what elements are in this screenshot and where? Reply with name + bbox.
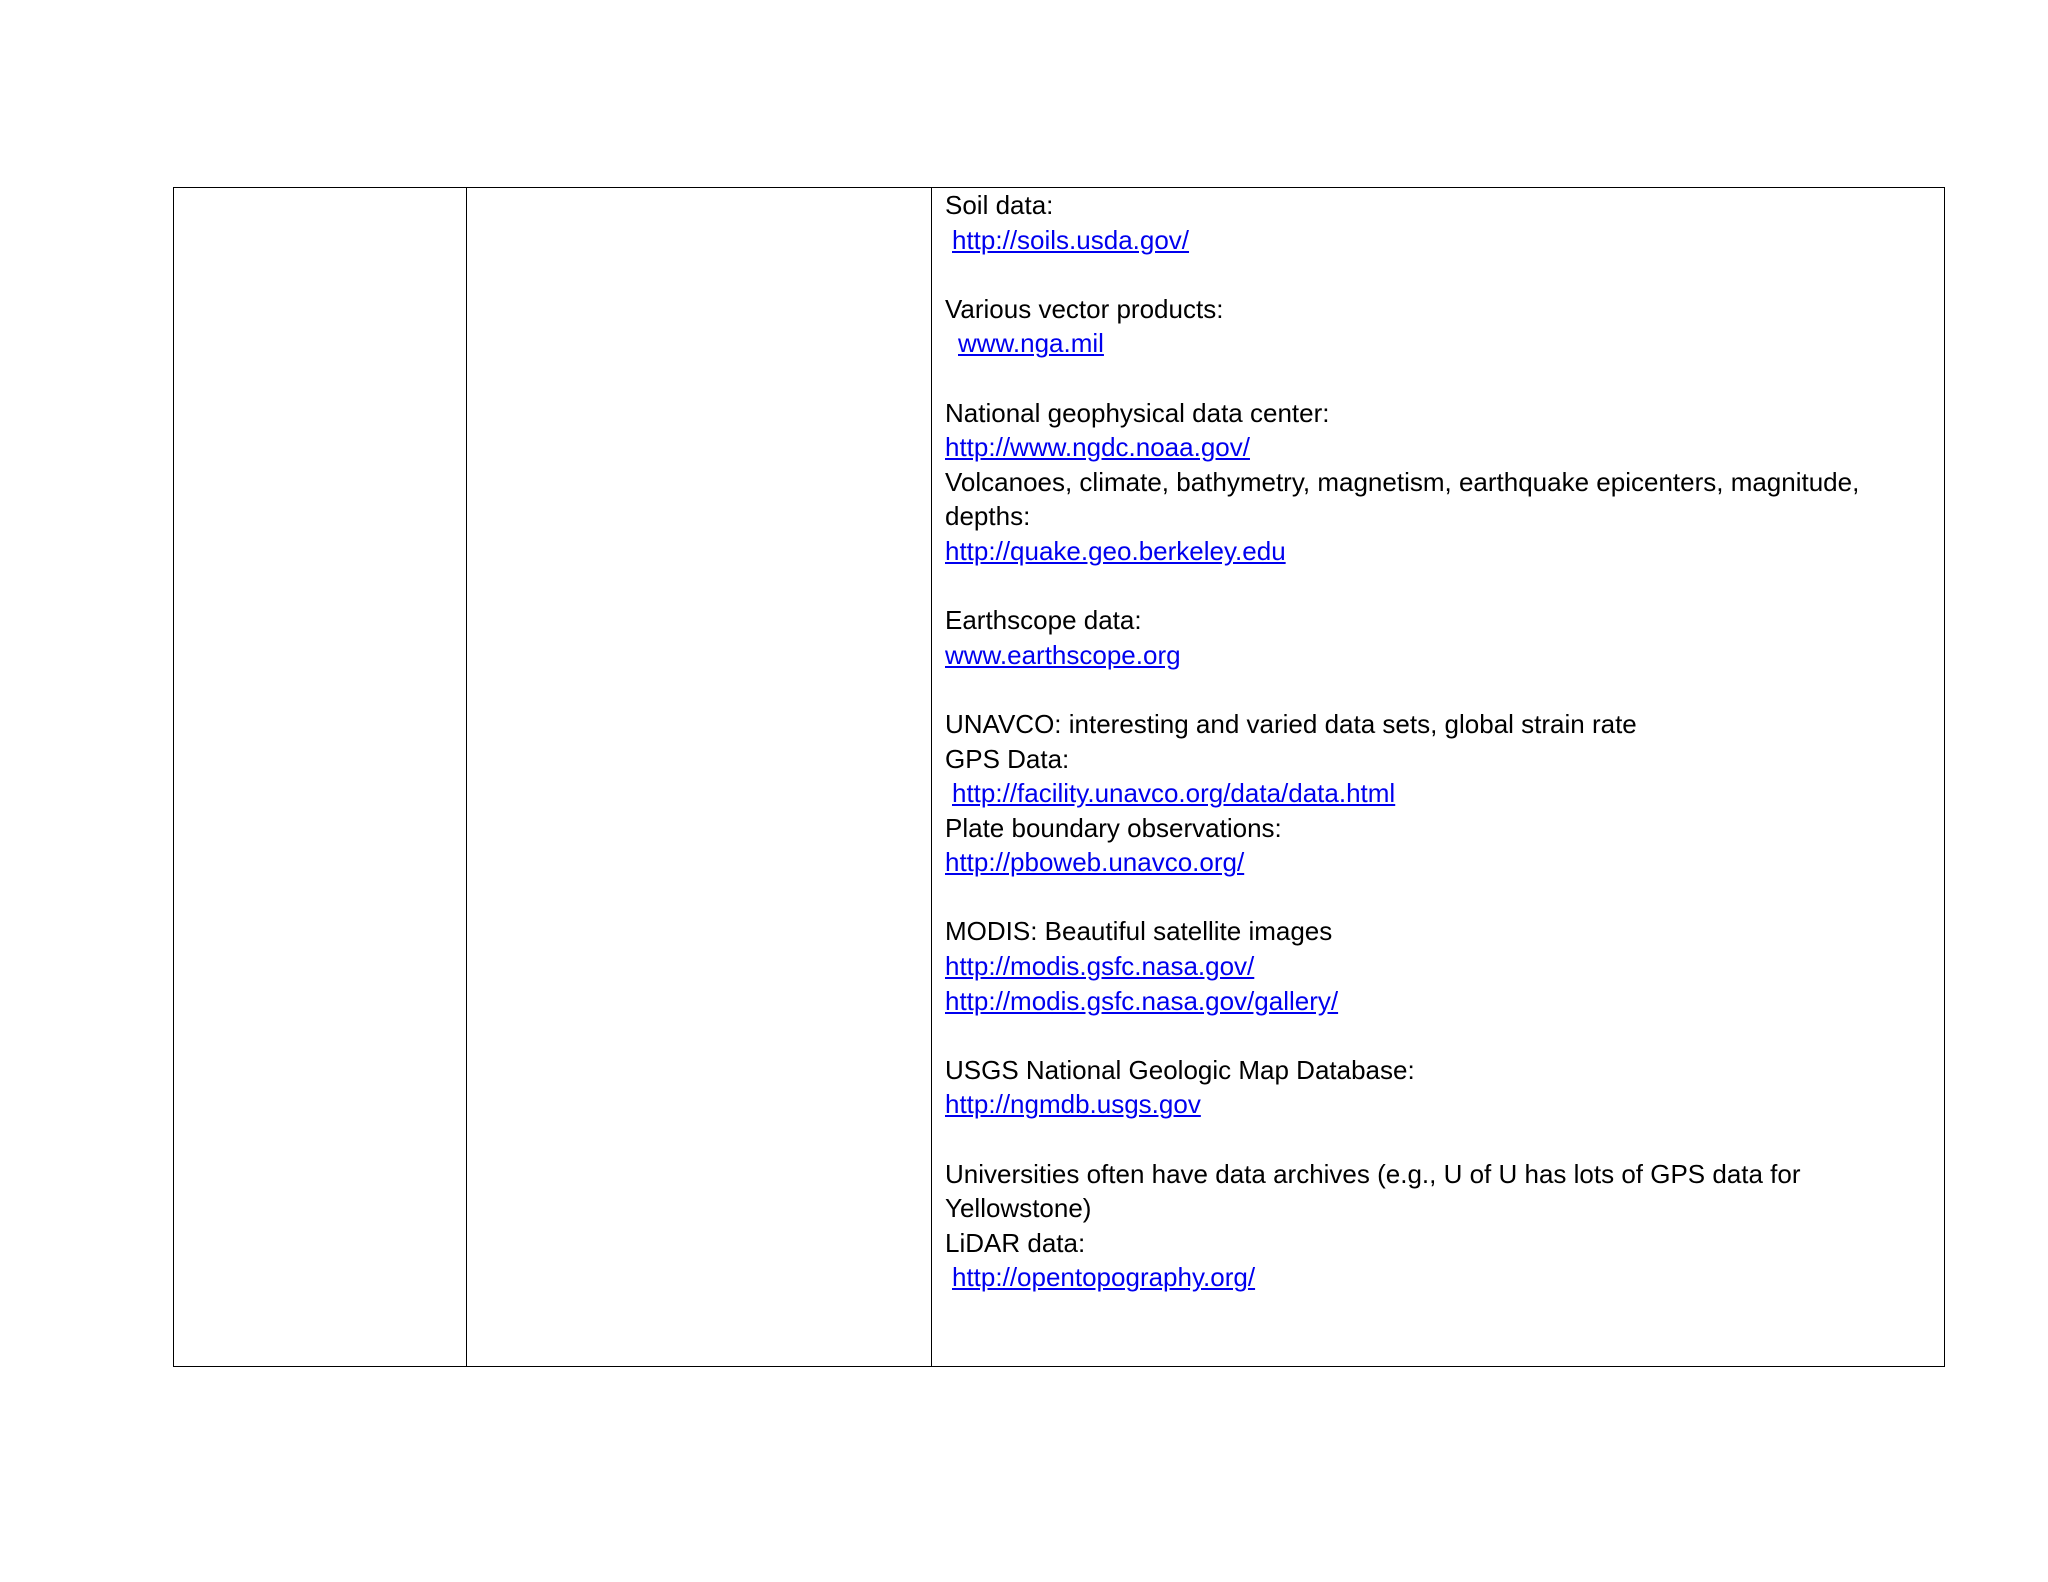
universities-text-line2: Yellowstone): [945, 1193, 1092, 1224]
column-divider-2: [931, 188, 932, 1366]
soil-label: Soil data:: [945, 190, 1054, 220]
gps-label: GPS Data:: [945, 743, 1070, 774]
spacer: [945, 880, 1935, 915]
spacer: [945, 569, 1935, 604]
spacer: [945, 257, 1935, 292]
modis-gallery-link[interactable]: http://modis.gsfc.nasa.gov/gallery/: [945, 985, 1339, 1016]
pbo-link[interactable]: http://pboweb.unavco.org/: [945, 847, 1245, 878]
spacer: [945, 1122, 1935, 1157]
universities-text-line1: Universities often have data archives (e.g., U of U has lots of GPS data for: [945, 1158, 1801, 1189]
unavco-label: UNAVCO: interesting and varied data sets, global strain rate: [945, 708, 1637, 739]
modis-link[interactable]: http://modis.gsfc.nasa.gov/: [945, 951, 1255, 982]
pbo-label: Plate boundary observations:: [945, 812, 1282, 843]
column-divider-1: [466, 188, 467, 1366]
ngdc-label: National geophysical data center:: [945, 397, 1330, 428]
vector-link[interactable]: www.nga.mil: [958, 328, 1104, 359]
resource-table: [173, 187, 1945, 1367]
vector-label: Various vector products:: [945, 293, 1224, 324]
spacer: [945, 672, 1935, 707]
gps-link[interactable]: http://facility.unavco.org/data/data.html: [952, 778, 1396, 809]
modis-label: MODIS: Beautiful satellite images: [945, 916, 1333, 947]
ngdc-link[interactable]: http://www.ngdc.noaa.gov/: [945, 432, 1250, 463]
volcano-text-line1: Volcanoes, climate, bathymetry, magnetism, earthquake epicenters, magnitude,: [945, 466, 1860, 497]
lidar-link[interactable]: http://opentopography.org/: [952, 1262, 1256, 1293]
spacer: [945, 1018, 1935, 1053]
usgs-link[interactable]: http://ngmdb.usgs.gov: [945, 1089, 1201, 1120]
resources-cell: [945, 188, 1935, 1295]
quake-link[interactable]: http://quake.geo.berkeley.edu: [945, 535, 1286, 566]
soil-link[interactable]: http://soils.usda.gov/: [952, 224, 1190, 255]
lidar-label: LiDAR data:: [945, 1227, 1086, 1258]
earthscope-label: Earthscope data:: [945, 605, 1142, 636]
spacer: [945, 361, 1935, 396]
volcano-text-line2: depths:: [945, 501, 1031, 532]
usgs-label: USGS National Geologic Map Database:: [945, 1054, 1415, 1085]
earthscope-link[interactable]: www.earthscope.org: [945, 639, 1181, 670]
